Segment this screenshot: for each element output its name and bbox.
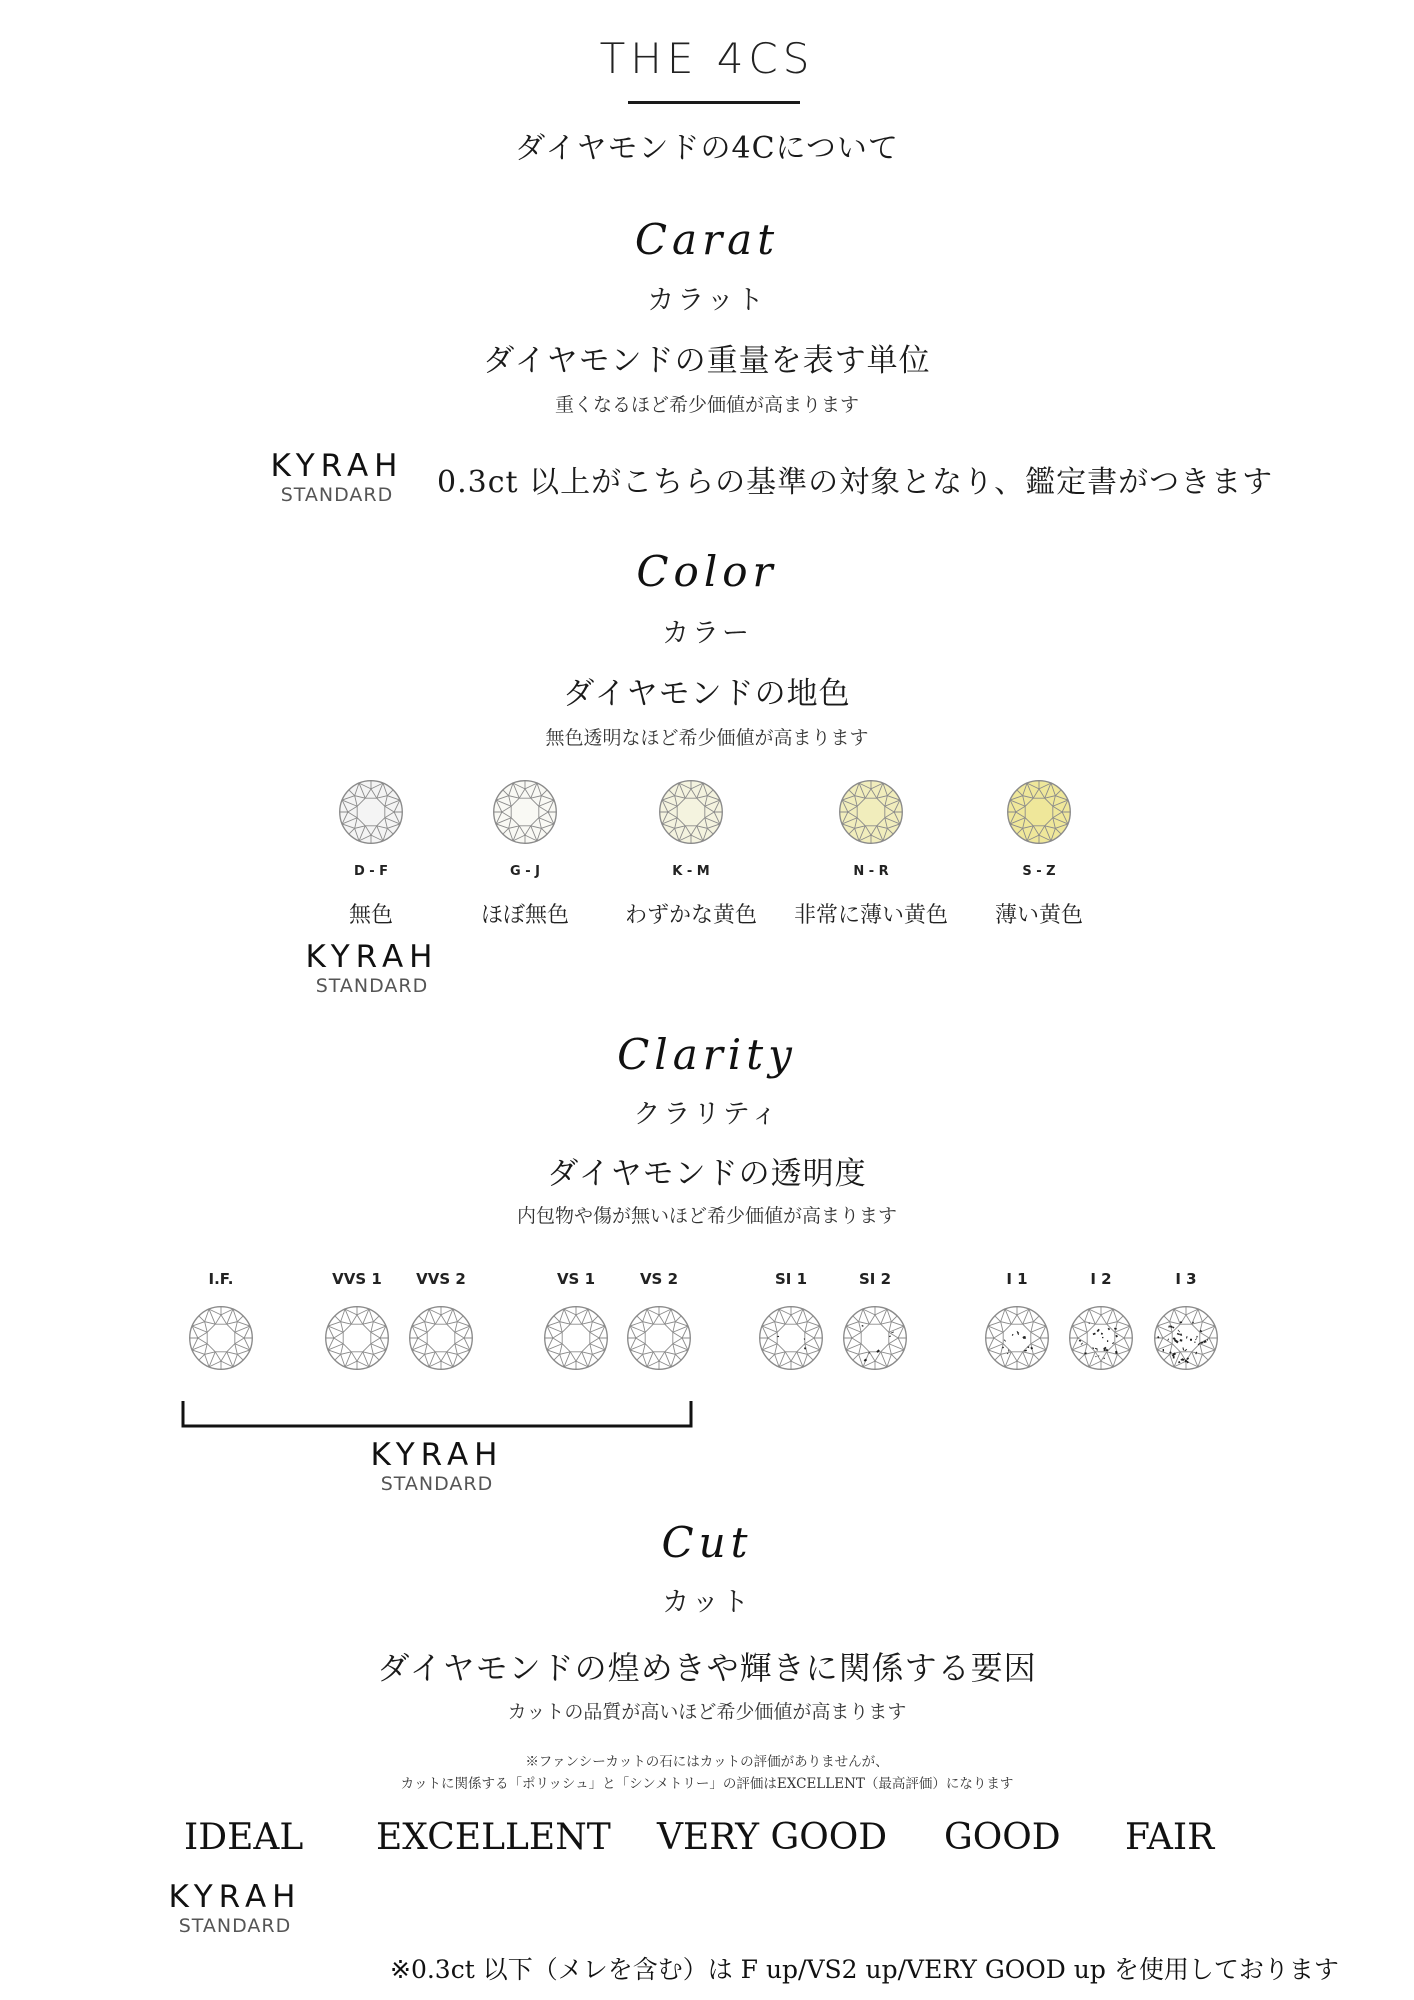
cut-description: ダイヤモンドの煌めきや輝きに関係する要因 — [377, 1649, 1037, 1687]
color-grade-code: S - Z — [1022, 864, 1056, 879]
clarity-diamond-6 — [757, 1304, 825, 1376]
cut-grade-good: GOOD — [944, 1817, 1061, 1858]
clarity-grade-code: I 1 — [1006, 1270, 1028, 1288]
color-grade-label: ほぼ無色 — [480, 903, 569, 928]
carat-standard-text: 0.3ct 以上がこちらの基準の対象となり、鑑定書がつきます — [437, 465, 1274, 500]
color-grade-code: K - M — [672, 864, 710, 879]
color-diamond-3 — [657, 778, 725, 850]
clarity-diamond-7 — [841, 1304, 909, 1376]
clarity-diamond-10 — [1152, 1304, 1220, 1376]
clarity-grade-code: I.F. — [208, 1270, 234, 1288]
color-grade-code: D - F — [353, 864, 389, 879]
clarity-note: 内包物や傷が無いほど希少価値が高まります — [516, 1205, 897, 1227]
kyrah-standard-label: STANDARD — [380, 1473, 494, 1495]
color-heading: Color — [636, 547, 778, 596]
clarity-diamond-1 — [187, 1304, 255, 1376]
kyrah-standard-label: STANDARD — [315, 975, 429, 997]
color-diamond-5 — [1005, 778, 1073, 850]
color-kyrah-standard — [297, 940, 447, 998]
footer-note: ※0.3ct 以下（メレを含む）は F up/VS2 up/VERY GOOD up を使用しております — [390, 1955, 1339, 1984]
kyrah-standard-label: STANDARD — [280, 484, 394, 506]
carat-heading: Carat — [634, 215, 780, 264]
cut-kyrah-standard — [160, 1880, 310, 1938]
kyrah-clarity-bracket — [180, 1398, 700, 1432]
clarity-grade-code: VVS 1 — [332, 1270, 382, 1288]
page-title: THE 4CS — [599, 34, 815, 83]
clarity-kyrah-standard — [362, 1438, 512, 1496]
clarity-grade-code: SI 1 — [774, 1270, 808, 1288]
color-description: ダイヤモンドの地色 — [563, 676, 851, 712]
kyrah-logo: KYRAH — [370, 1437, 504, 1473]
color-grade-label: 無色 — [348, 903, 393, 928]
color-grade-label: 薄い黄色 — [994, 903, 1083, 928]
cut-grade-excellent: EXCELLENT — [376, 1817, 611, 1858]
color-grade-label: わずかな黄色 — [624, 903, 757, 928]
carat-kyrah-standard — [262, 449, 412, 507]
color-grade-code: N - R — [853, 864, 889, 879]
clarity-diamond-9 — [1067, 1304, 1135, 1376]
clarity-diamond-3 — [407, 1304, 475, 1376]
cut-remark-line2: カットに関係する「ポリッシュ」と「シンメトリー」の評価はEXCELLENT（最高評価）になります — [400, 1776, 1014, 1792]
cut-grade-ideal: IDEAL — [184, 1817, 304, 1858]
color-grade-code: G - J — [510, 864, 540, 879]
clarity-grade-code: VS 1 — [556, 1270, 596, 1288]
clarity-grade-code: VVS 2 — [416, 1270, 466, 1288]
cut-grade-very-good: VERY GOOD — [657, 1817, 888, 1858]
page-subtitle: ダイヤモンドの4Cについて — [515, 131, 899, 166]
clarity-kana: クラリティ — [633, 1099, 781, 1130]
color-diamond-2 — [491, 778, 559, 850]
cut-grade-fair: FAIR — [1125, 1817, 1215, 1858]
clarity-grade-code: I 3 — [1175, 1270, 1197, 1288]
kyrah-standard-label: STANDARD — [178, 1915, 292, 1937]
title-underline — [628, 101, 800, 104]
clarity-grade-code: I 2 — [1090, 1270, 1112, 1288]
color-diamond-1 — [337, 778, 405, 850]
color-note: 無色透明なほど希少価値が高まります — [545, 727, 869, 749]
color-kana: カラー — [662, 618, 752, 649]
carat-kana: カラット — [647, 285, 767, 316]
kyrah-logo: KYRAH — [270, 448, 404, 484]
color-grade-label: 非常に薄い黄色 — [793, 903, 948, 928]
carat-description: ダイヤモンドの重量を表す単位 — [483, 343, 931, 379]
color-diamond-4 — [837, 778, 905, 850]
clarity-diamond-4 — [542, 1304, 610, 1376]
cut-kana: カット — [662, 1587, 752, 1618]
carat-note: 重くなるほど希少価値が高まります — [554, 394, 859, 416]
clarity-grade-code: SI 2 — [858, 1270, 892, 1288]
clarity-diamond-5 — [625, 1304, 693, 1376]
clarity-description: ダイヤモンドの透明度 — [547, 1156, 867, 1192]
clarity-grade-code: VS 2 — [639, 1270, 679, 1288]
clarity-heading: Clarity — [617, 1030, 797, 1079]
clarity-diamond-8 — [983, 1304, 1051, 1376]
cut-heading: Cut — [661, 1518, 753, 1567]
cut-note: カットの品質が高いほど希少価値が高まります — [507, 1701, 907, 1723]
kyrah-logo: KYRAH — [305, 939, 439, 975]
clarity-diamond-2 — [323, 1304, 391, 1376]
kyrah-logo: KYRAH — [168, 1879, 302, 1915]
cut-remark-line1: ※ファンシーカットの石にはカットの評価がありませんが、 — [525, 1754, 889, 1770]
